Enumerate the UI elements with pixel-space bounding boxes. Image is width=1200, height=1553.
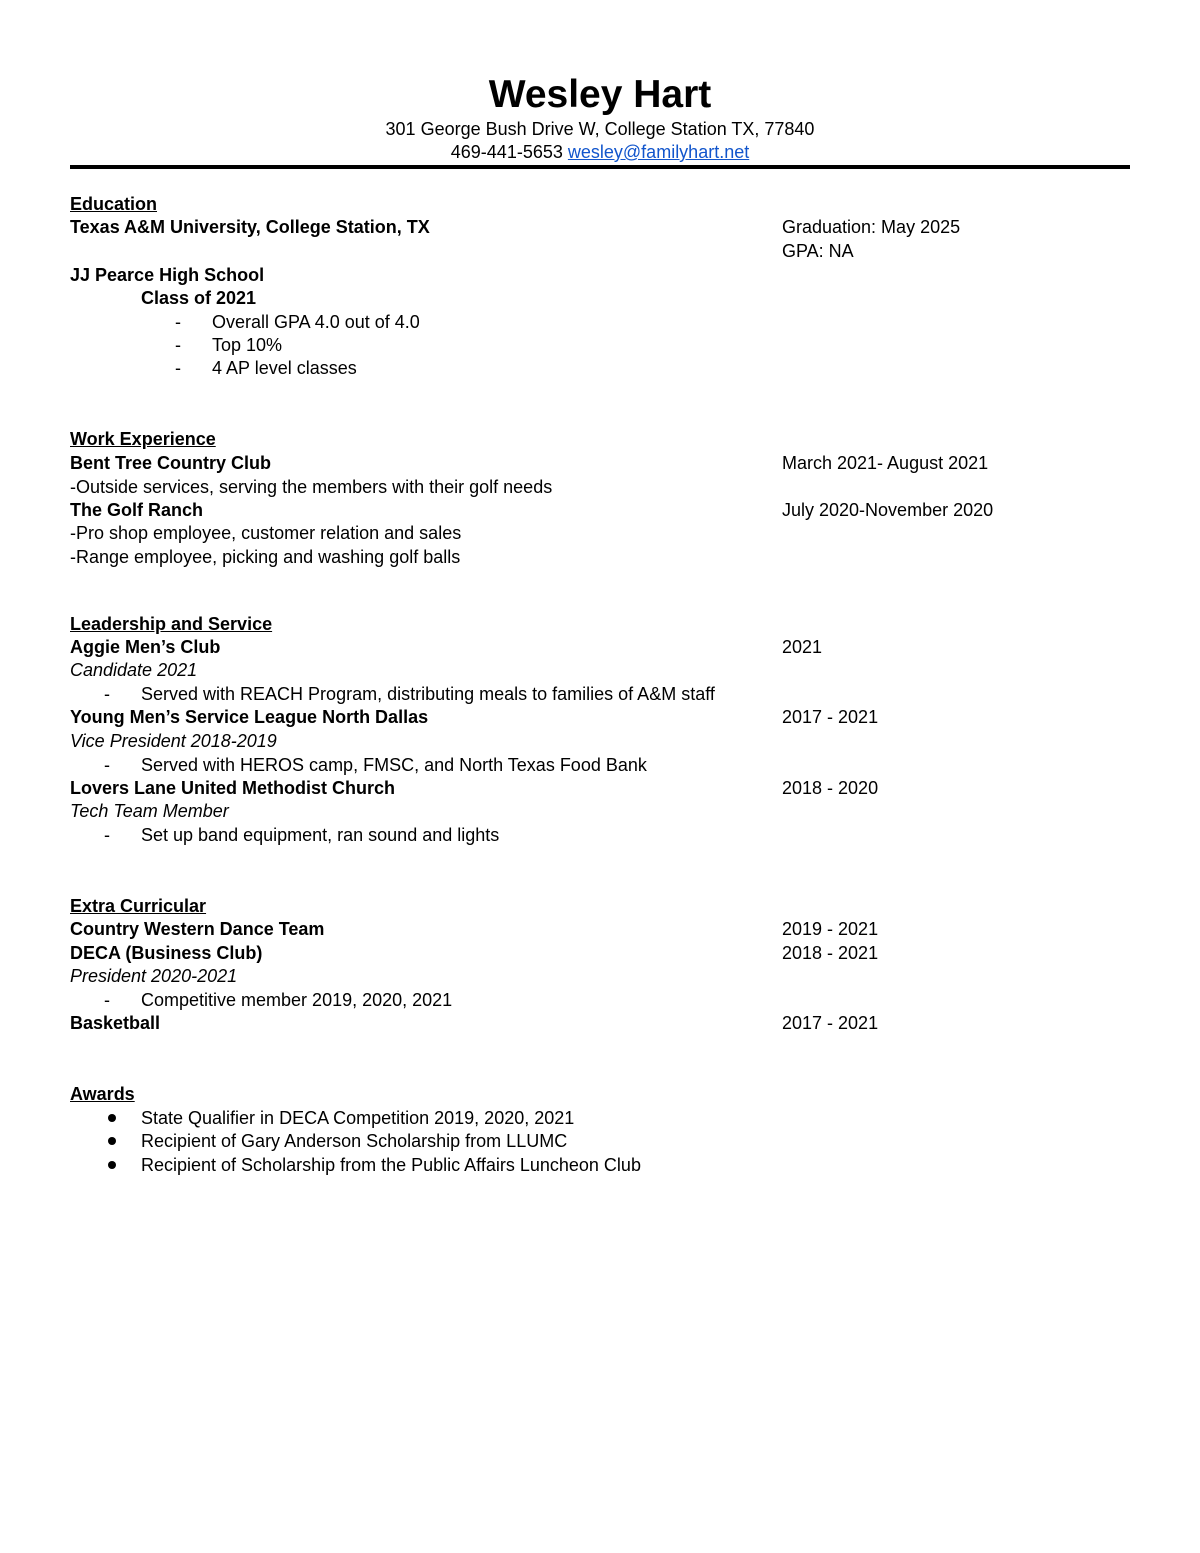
list-dash: - [104,990,110,1010]
section-heading-education: Education [70,194,158,214]
organization-role: Candidate 2021 [70,660,198,680]
list-dash: - [175,312,181,332]
employment-dates: March 2021- August 2021 [782,453,989,473]
section-heading-work: Work Experience [70,429,216,449]
organization-role: Tech Team Member [70,801,229,821]
award-item: State Qualifier in DECA Competition 2019, 2020, 2021 [141,1108,575,1128]
university-gpa: GPA: NA [782,241,854,261]
organization-dates: 2017 - 2021 [782,707,879,727]
list-item: Served with HEROS camp, FMSC, and North Texas Food Bank [141,755,647,775]
list-item: Served with REACH Program, distributing meals to families of A&M staff [141,684,715,704]
organization-name: Young Men’s Service League North Dallas [70,707,429,727]
activity-dates: 2019 - 2021 [782,919,879,939]
bullet-icon [108,1114,116,1122]
applicant-name: Wesley Hart [488,73,712,116]
university-name: Texas A&M University, College Station, TX [70,217,430,237]
activity-name: DECA (Business Club) [70,943,263,963]
section-heading-awards: Awards [70,1084,135,1104]
employer-name: Bent Tree Country Club [70,453,272,473]
organization-name: Lovers Lane United Methodist Church [70,778,396,798]
organization-role: Vice President 2018-2019 [70,731,277,751]
list-item: Competitive member 2019, 2020, 2021 [141,990,453,1010]
employer-name: The Golf Ranch [70,500,204,520]
list-dash: - [104,755,110,775]
job-duty: -Range employee, picking and washing golf balls [70,547,461,567]
award-item: Recipient of Gary Anderson Scholarship from LLUMC [141,1131,568,1151]
phone-number: 469-441-5653 [450,142,563,162]
job-duty: -Outside services, serving the members with their golf needs [70,477,553,497]
bullet-icon [108,1137,116,1145]
job-duty: -Pro shop employee, customer relation and sales [70,523,462,543]
bullet-icon [108,1161,116,1169]
organization-dates: 2021 [782,637,823,657]
list-item: 4 AP level classes [212,358,357,378]
activity-dates: 2018 - 2021 [782,943,879,963]
header-divider [70,165,1130,169]
list-dash: - [104,684,110,704]
contact-line [0,141,1200,164]
high-school-name: JJ Pearce High School [70,265,265,285]
list-item: Overall GPA 4.0 out of 4.0 [212,312,420,332]
graduation-date: Graduation: May 2025 [782,217,961,237]
list-dash: - [175,358,181,378]
list-item: Top 10% [212,335,283,355]
section-heading-leadership: Leadership and Service [70,614,273,634]
section-heading-extracurricular: Extra Curricular [70,896,207,916]
activity-dates: 2017 - 2021 [782,1013,879,1033]
organization-name: Aggie Men’s Club [70,637,221,657]
email-link[interactable]: wesley@familyhart.net [567,142,750,162]
activity-role: President 2020-2021 [70,966,238,986]
award-item: Recipient of Scholarship from the Public Affairs Luncheon Club [141,1155,641,1175]
list-dash: - [104,825,110,845]
class-of: Class of 2021 [141,288,257,308]
employment-dates: July 2020-November 2020 [782,500,994,520]
activity-name: Country Western Dance Team [70,919,325,939]
list-item: Set up band equipment, ran sound and lights [141,825,500,845]
activity-name: Basketball [70,1013,161,1033]
address: 301 George Bush Drive W, College Station TX, 77840 [385,119,815,139]
list-dash: - [175,335,181,355]
organization-dates: 2018 - 2020 [782,778,879,798]
